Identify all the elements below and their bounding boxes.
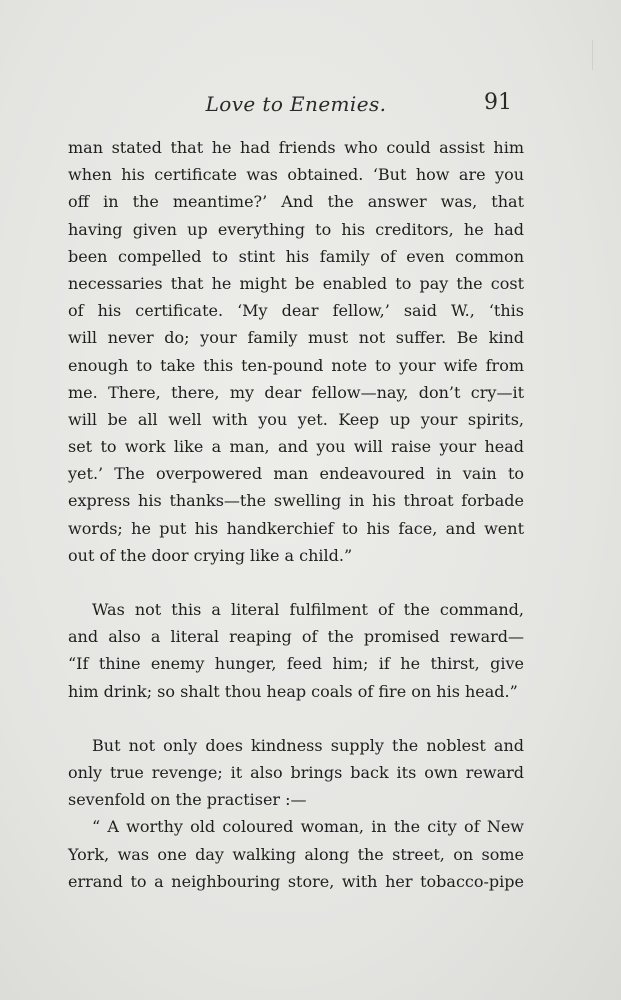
paragraph xyxy=(68,596,524,705)
text-line: man stated that he had friends who could assist him xyxy=(68,138,524,157)
text-line: of his certificate. ‘My dear fellow,’ said W., ‘this xyxy=(68,301,524,321)
text-line: sevenfold on the practiser :— xyxy=(68,790,307,810)
paragraph-gap xyxy=(68,569,524,596)
body-text xyxy=(68,134,524,895)
text-line: York, was one day walking along the street, on some xyxy=(68,844,524,864)
text-line: and also a literal reaping of the promised reward— xyxy=(68,627,524,647)
paragraph-gap xyxy=(68,705,524,732)
text-line: out of the door crying like a child.” xyxy=(68,545,353,565)
paragraph xyxy=(68,134,524,569)
text-line: errand to a neighbouring store, with her tobacco-pipe xyxy=(68,871,524,891)
paragraph xyxy=(68,732,524,814)
text-line: set to work like a man, and you will raise your head xyxy=(68,437,524,457)
running-title: Love to Enemies. xyxy=(205,92,387,116)
text-line: But not only does kindness supply the noblest and xyxy=(92,735,524,755)
text-line: me. There, there, my dear fellow—nay, don’t cry—it xyxy=(68,382,524,402)
text-line: when his certificate was obtained. ‘But how are you xyxy=(68,165,524,185)
text-line: express his thanks—the swelling in his throat forbade xyxy=(68,491,524,511)
page-number: 91 xyxy=(484,90,512,115)
paper-mark xyxy=(592,40,593,70)
text-line: words; he put his handkerchief to his face, and went xyxy=(68,518,524,538)
text-line: off in the meantime?’ And the answer was, that xyxy=(68,192,524,212)
text-line: necessaries that he might be enabled to pay the cost xyxy=(68,273,524,293)
text-line: him drink; so shalt thou heap coals of fire on his head.” xyxy=(68,681,518,701)
text-line: will be all well with you yet. Keep up your spirits, xyxy=(68,409,524,429)
text-line: “ A worthy old coloured woman, in the city of New xyxy=(92,817,524,837)
text-line: will never do; your family must not suffer. Be kind xyxy=(68,328,524,348)
text-line: been compelled to stint his family of even common xyxy=(68,246,524,266)
text-line: yet.’ The overpowered man endeavoured in vain to xyxy=(68,464,524,484)
text-line: “If thine enemy hunger, feed him; if he thirst, give xyxy=(68,654,524,674)
text-line: enough to take this ten-pound note to your wife from xyxy=(68,355,524,375)
running-head xyxy=(68,88,524,122)
paragraph xyxy=(68,813,524,895)
text-line: having given up everything to his creditors, he had xyxy=(68,219,524,239)
text-line: Was not this a literal fulfilment of the command, xyxy=(92,600,524,619)
text-line: only true revenge; it also brings back its own reward xyxy=(68,762,524,782)
